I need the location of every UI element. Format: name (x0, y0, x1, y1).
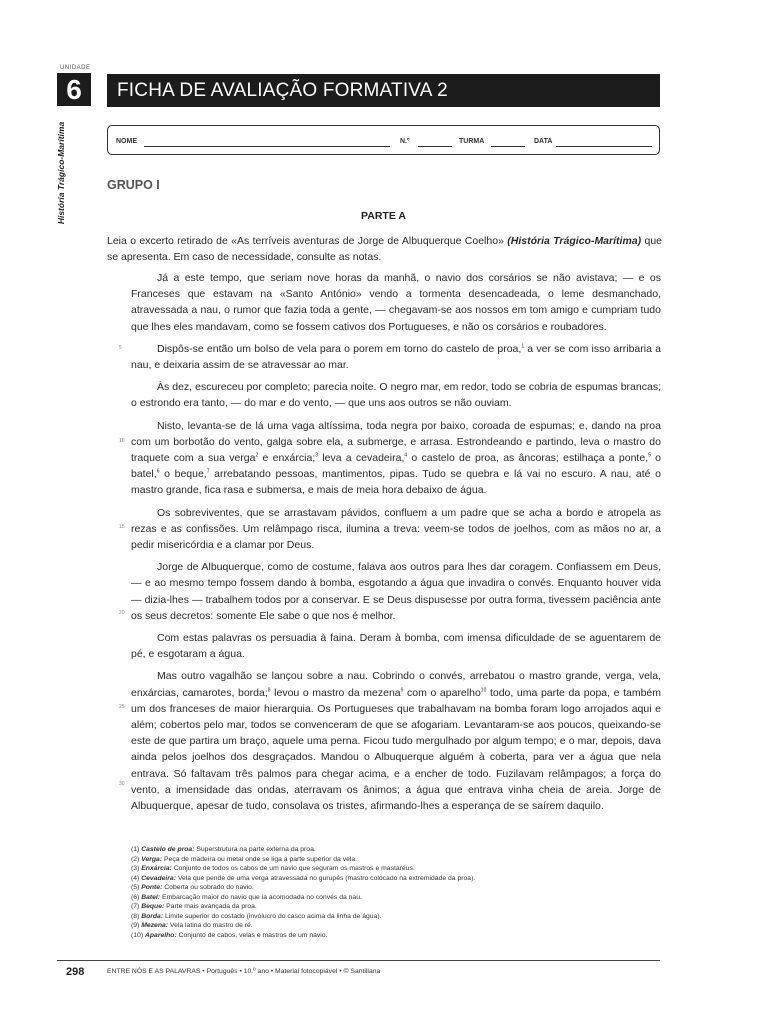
note-num: (8) (131, 912, 140, 920)
footnote (131, 902, 671, 912)
paragraph-text: o beque, (159, 468, 207, 481)
numero-field[interactable] (418, 146, 452, 147)
paragraph-text: Mas outro vagalhão se lançou sobre a nau. Cobrindo o convés, arrebatou o mastro grande, verga, vela, enxárcias, camarotes, borda; (131, 670, 661, 699)
paragraph (131, 668, 661, 814)
paragraph-text: levou o mastro da mezena (270, 686, 401, 699)
note-ref: 9 (400, 687, 404, 694)
note-def: Vela que pende de uma verga atravessada no gurupés (mastro colocado na extremidade da proa). (177, 874, 476, 882)
note-def: Coberta ou sobrado do navio. (164, 884, 254, 891)
nome-field[interactable] (144, 146, 390, 147)
footnote (131, 874, 671, 884)
note-ref: 3 (315, 452, 319, 459)
note-def: Conjunto de cabos, velas e mastros de um navio. (178, 931, 328, 939)
footnote (131, 931, 671, 941)
paragraph-text: com o aparelho (403, 686, 481, 699)
paragraph-text: a ver se com isso arribaria a nau, e deixaria assim de se atravessar ao mar. (131, 342, 661, 372)
note-term: Borda: (141, 912, 164, 920)
note-term: Cevadeira: (141, 874, 176, 882)
note-term: Beque: (141, 903, 165, 910)
paragraph: Os sobreviventes, que se arrastavam pávidos, confluem a um padre que se acha a bordo e atropela as rezas e as confissões. Um relâmpago risca, ilumina a treva: veem-se todos de joelhos, com as mãos no ar, a pedir misericórdia e a clamar por Deus. (131, 506, 661, 552)
paragraph: Já a este tempo, que seriam nove horas da manhã, o navio dos corsários se não avistava; — e os Franceses que estavam na «Santo António» vendo a tormenta desencadeada, o leme desmanchado, atravessada a nau, o rumor que fazia toda a gente, — chegavam-se aos nossos em tom amigo e cumpriam tudo que lhes eles mandavam, como se fossem cativos dos Portugueses, e não os corsários e roubadores. (131, 272, 661, 333)
paragraph (131, 341, 661, 373)
paragraph-text: leva a cevadeira, (318, 452, 405, 465)
paragraph-text: arrebatando pessoas, mantimentos, pipas. Tudo se quebra e lá vai no escuro. A nau, até o mastro grande, fica rasa e submersa, e mais de meia hora debaixo de água. (131, 468, 661, 497)
data-field[interactable] (556, 146, 652, 147)
note-def: Limite superior do costado (invólucro do casco acima da linha de água). (165, 912, 382, 920)
paragraph-text: Nisto, levanta-se de lá uma vaga altíssima, toda negra por baixo, coroada de espumas; e, dando na proa com um borbotão do vento, galga sobre ela, a submerge, e arrasa. Estrondeando e partindo, leva o mastro do traquete com a sua verga (131, 419, 661, 465)
line-number: 30 (119, 781, 125, 787)
note-term: Aparelho: (144, 931, 177, 939)
paragraph: Jorge de Albuquerque, como de costume, falava aos outros para lhes dar coragem. Confiassem em Deus, — e ao mesmo tempo fossem dando à bomba, esgotando a água que invadira o convés. Enquanto houver vida — dizia-lhes — trabalhem todos por a conservar. E se Deus dispusesse por outra forma, tivessem paciência ante os seus decretos: somente Ele sabe o que nos é melhor. (131, 561, 661, 622)
note-def: Parte mais avançada da proa. (166, 903, 257, 910)
group-heading: GRUPO I (107, 178, 160, 192)
page-title: FICHA DE AVALIAÇÃO FORMATIVA 2 (117, 80, 448, 101)
nome-label: NOME (116, 138, 137, 145)
turma-label: TURMA (459, 138, 485, 145)
footnote (131, 845, 671, 855)
paragraph: Com estas palavras os persuadia à faina. Deram à bomba, com imensa dificuldade de se aguentarem de pé, e esgotaram a água. (131, 632, 661, 661)
instructions (107, 233, 662, 265)
footnotes (131, 845, 671, 940)
paragraph-text: todo, uma parte da popa, e também um dos franceses de maior hierarquia. Os Portugueses que trabalhavam na bomba foram logo arrojados aqui e além; cobertos pelo mar, todos se convenceram de que se afogariam. Levantaram-se aos poucos, queixando-se este de que partira um braço, aquele uma perna. Ficou tudo mergulhado por algum tempo; e o mar, depois, dava ainda pelos joelhos dos desgraçados. Mandou o Albuquerque alguém à coberta, para ver a água que nela entrava. Só faltavam três palmos para chegar acima, e a encher de todo. Fuzilavam relâmpagos; a força do vento, a imensidade das ondas, aterravam os ânimos; a água que entrava vinha cheia de areia. Jorge de Albuquerque, apesar de tudo, consolava os tristes, afirmando-lhes a esperança de se saírem daquilo. (131, 686, 662, 813)
paragraph-text: e enxárcia; (258, 452, 316, 465)
intro-text-a: Leia o excerto retirado de «As terríveis aventuras de Jorge de Albuquerque Coelho» (107, 235, 508, 247)
note-ref: 7 (206, 468, 210, 475)
footnote (131, 855, 671, 865)
line-number: 15 (119, 524, 125, 530)
line-number: 20 (119, 610, 125, 616)
note-num: (6) (131, 893, 140, 901)
note-term: Batel: (141, 893, 161, 901)
note-ref: 4 (404, 452, 408, 459)
numero-label: N.º (400, 138, 410, 145)
side-title-text: História Trágico-Marítima (56, 121, 66, 225)
note-def: Peça de madeira ou metal onde se liga a parte superior da vela. (164, 855, 358, 863)
note-num: (10) (131, 931, 144, 939)
note-term: Ponte: (141, 884, 163, 891)
paragraph-text: o castelo de proa, as âncoras; estilhaça a ponte, (407, 452, 649, 465)
unit-label: UNIDADE (60, 65, 91, 71)
note-def: Conjunto de todos os cabos de um navio que seguram os mastros e mastaréus. (173, 865, 415, 872)
book-title: (História Trágico-Marítima) (507, 235, 642, 247)
note-def: Superstrutura na parte externa da proa. (196, 846, 316, 853)
excerpt (131, 270, 661, 820)
paragraph-text: o batel, (131, 452, 661, 481)
note-def: Vela latina do mastro de ré. (169, 922, 253, 929)
page-number: 298 (66, 966, 85, 978)
turma-field[interactable] (491, 146, 525, 147)
footnote (131, 864, 671, 874)
footnote (131, 883, 671, 893)
footer-credits: ENTRE NÓS E AS PALAVRAS • Português • 10.º ano • Material fotocopiável • © Santillana (107, 968, 381, 975)
side-title (54, 118, 68, 228)
note-ref: 8 (267, 687, 271, 694)
line-number: 5 (119, 345, 122, 351)
footnote (131, 921, 671, 931)
note-num: (3) (131, 865, 140, 872)
note-num: (4) (131, 874, 140, 882)
note-num: (1) (131, 846, 140, 853)
note-num: (9) (131, 922, 140, 929)
note-ref: 10 (480, 687, 487, 694)
line-number: 10 (119, 438, 125, 444)
line-number: 25 (119, 704, 125, 710)
footnote (131, 912, 671, 922)
note-term: Enxárcia: (141, 865, 172, 872)
note-term: Mezena: (141, 922, 169, 929)
note-ref: 1 (521, 343, 525, 350)
footer-divider (57, 960, 660, 961)
identification-box (107, 125, 660, 155)
intro-text-b: que se apresenta. Em caso de necessidade, consulte as notas. (107, 235, 662, 263)
note-num: (2) (131, 855, 140, 863)
note-ref: 6 (156, 468, 160, 475)
note-def: Embarcação maior do navio que ia acomodada no convés da nau. (161, 893, 362, 901)
note-term: Castelo de proa: (141, 846, 195, 853)
note-ref: 5 (648, 452, 651, 459)
paragraph (131, 418, 661, 499)
note-num: (5) (131, 884, 140, 891)
data-label: DATA (534, 138, 553, 145)
note-term: Verga: (141, 855, 163, 863)
note-num: (7) (131, 903, 140, 910)
note-ref: 2 (255, 452, 259, 459)
unit-number: 6 (57, 73, 91, 106)
paragraph: Às dez, escureceu por completo; parecia noite. O negro mar, em redor, todo se cobria de espumas brancas; o estrondo era tanto, — do mar e do vento, — que uns aos outros se não ouviam. (131, 381, 661, 410)
paragraph-text: Dispôs-se então um bolso de vela para o porem em torno do castelo de proa, (157, 342, 522, 355)
footnote (131, 893, 671, 903)
part-heading: PARTE A (361, 210, 406, 222)
header-bar (107, 74, 660, 107)
